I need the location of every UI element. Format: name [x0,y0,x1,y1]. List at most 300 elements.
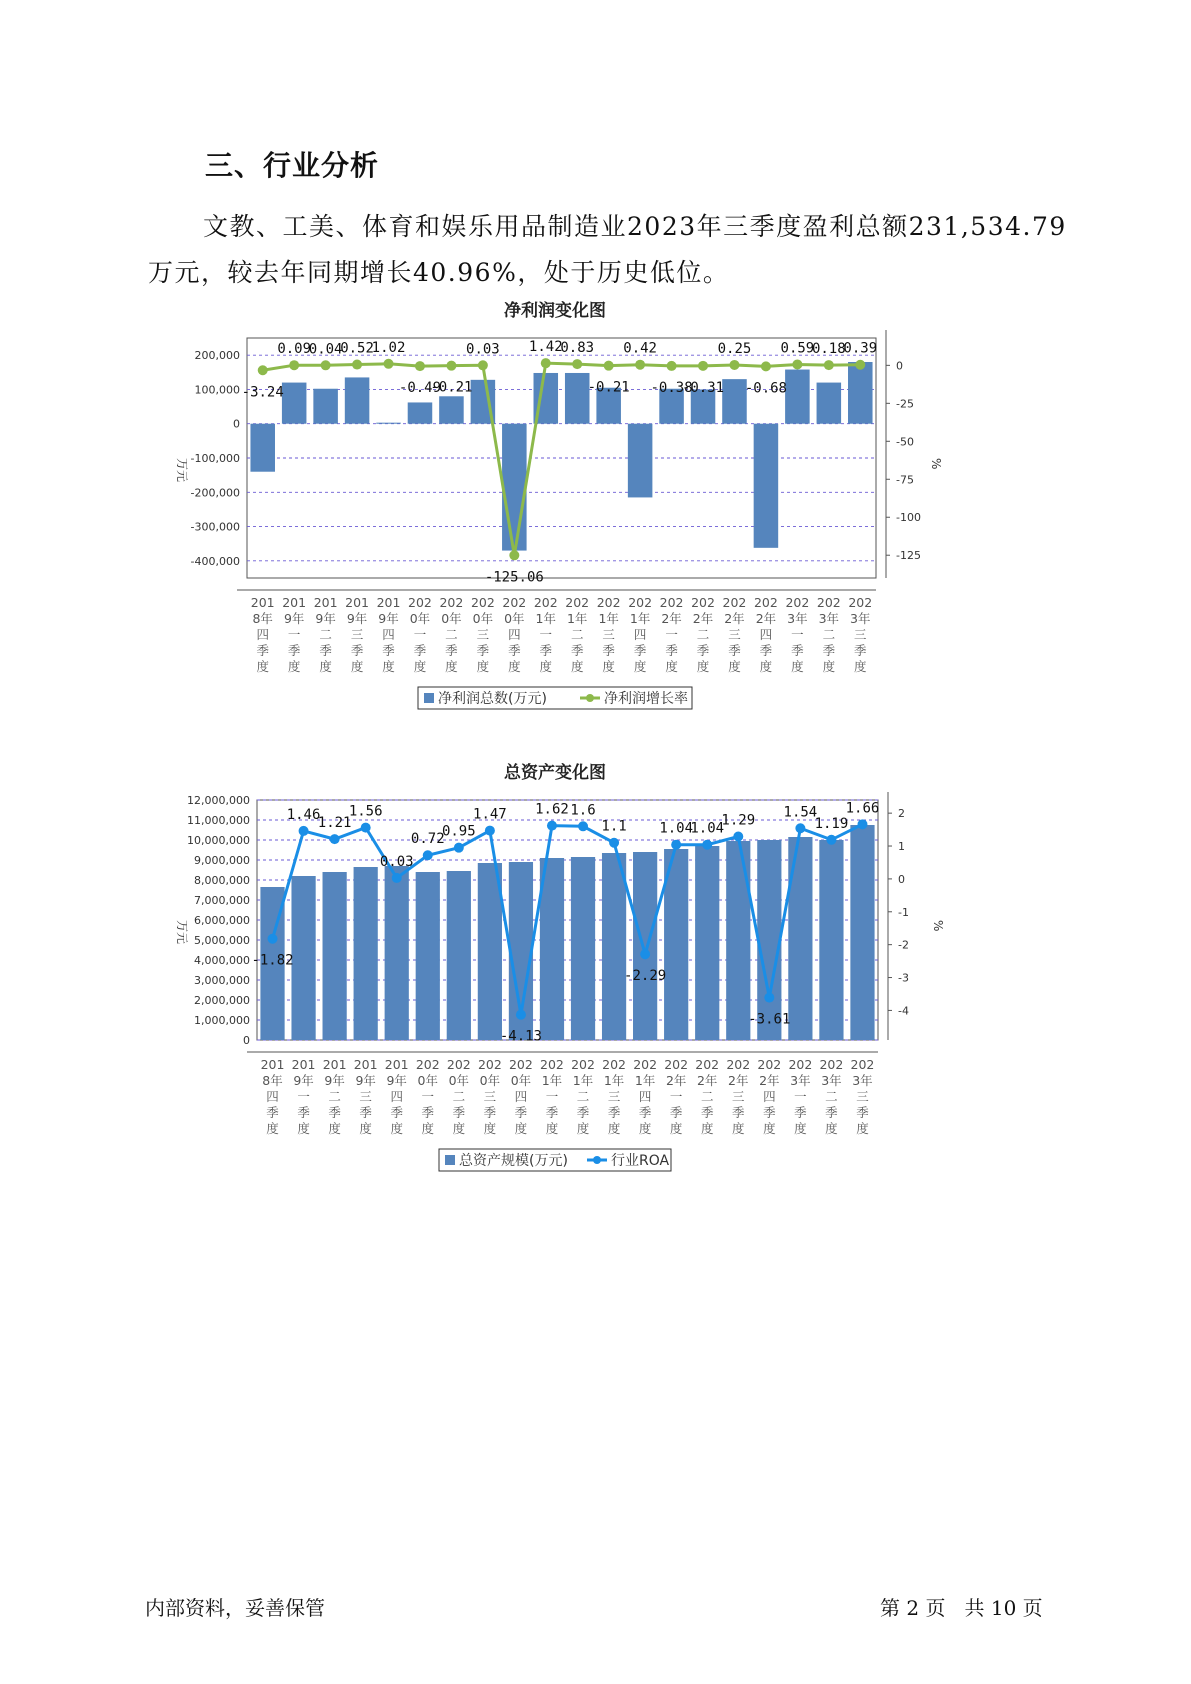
x-tick-label: 季 [732,1105,745,1120]
bar [447,871,471,1040]
x-tick-label: 一 [297,1089,310,1104]
x-tick-label: 季 [728,643,741,658]
data-label: 0.95 [441,823,476,840]
line-point [478,360,488,370]
x-tick-label: 度 [696,659,710,674]
x-tick-label: 9年 [324,1073,345,1088]
line-point [609,838,619,848]
x-tick-label: 9年 [315,611,336,626]
data-label: -0.21 [587,379,630,396]
x-tick-label: 201 [291,1057,316,1072]
line-point [392,873,402,883]
line-point [361,823,371,833]
x-tick-label: 202 [596,595,621,610]
x-tick-label: 3年 [818,611,840,626]
x-tick-label: 季 [763,1105,776,1120]
x-tick-label: 季 [413,643,427,658]
x-tick-label: 一 [545,1089,559,1104]
x-tick-label: 202 [757,1057,782,1072]
x-tick-label: 202 [691,595,715,610]
x-tick-label: 度 [382,659,395,674]
x-tick-label: 季 [359,1105,372,1120]
legend-line-marker [593,1156,601,1164]
x-tick-label: 度 [328,1121,341,1136]
x-tick-label: 202 [819,1057,844,1072]
data-label: 1.6 [570,802,596,819]
y-tick-label: -100,000 [190,452,240,465]
x-tick-label: 1年 [572,1073,594,1088]
line-point [384,359,394,369]
line-point [761,361,771,371]
x-tick-label: 201 [322,1057,347,1072]
x-tick-label: 二 [452,1089,466,1104]
data-label: 0.04 [308,341,343,358]
x-tick-label: 一 [665,627,678,642]
line-point [857,819,867,829]
data-label: 0.52 [340,340,374,357]
x-tick-label: 一 [669,1089,683,1104]
x-tick-label: 季 [297,1105,310,1120]
x-tick-label: 二 [825,1089,838,1104]
line-point [824,360,834,370]
x-tick-label: 三 [856,1089,869,1104]
bar [628,424,653,498]
line-point [572,359,582,369]
bar [757,840,781,1040]
x-tick-label: 季 [633,643,647,658]
x-tick-label: 一 [791,627,804,642]
data-label: -0.49 [398,380,442,397]
footer-page-number: 第 2 页 共 10 页 [880,1596,1043,1620]
x-tick-label: 201 [376,595,401,610]
x-tick-label: 201 [384,1057,409,1072]
bar [376,423,401,424]
x-tick-label: 202 [602,1057,627,1072]
x-tick-label: 3年 [790,1073,811,1088]
x-tick-label: 季 [514,1105,528,1120]
x-tick-label: 三 [476,627,490,642]
x-tick-label: 度 [638,1121,652,1136]
y-tick-label: 0 [233,417,240,431]
bar [785,370,810,424]
bar [817,383,842,424]
x-tick-label: 四 [256,627,269,642]
data-label: 0.39 [843,340,878,357]
x-tick-label: 三 [602,627,615,642]
data-label: 1.29 [721,812,756,829]
line-point [640,949,650,959]
x-tick-label: 度 [539,659,553,674]
x-tick-label: 2年 [665,1073,687,1088]
bar [250,424,275,472]
y2-tick-label: -4 [898,1004,909,1018]
x-tick-label: 季 [570,643,584,658]
bar [633,852,657,1040]
y2-axis-label: % [929,458,943,470]
line-point [299,826,309,836]
bar [848,362,873,424]
x-tick-label: 2年 [724,611,745,626]
line-point [667,361,677,371]
x-tick-label: 1年 [629,611,651,626]
x-tick-label: 四 [763,1089,776,1104]
line-point [268,934,278,944]
x-tick-label: 季 [483,1105,497,1120]
legend-bar-label: 净利润总数(万元) [438,691,547,707]
x-tick-label: 202 [415,1057,440,1072]
x-tick-label: 202 [477,1057,502,1072]
x-tick-label: 0年 [472,611,494,626]
x-tick-label: 度 [390,1121,403,1136]
y-tick-label: 100,000 [194,383,240,397]
data-label: 0.42 [623,340,657,357]
x-tick-label: 四 [390,1089,403,1104]
x-tick-label: 9年 [346,611,368,626]
data-label: -125.06 [484,569,544,586]
analysis-paragraph-text: 文教、工美、体育和娱乐用品制造业2023年三季度盈利总额231,534.79万元，较去年同期增长40.96%，处于历史低位。 [148,212,1067,287]
x-tick-label: 9年 [283,611,305,626]
bar [439,396,464,423]
net-profit-chart [170,290,1000,730]
line-point [516,1010,526,1020]
x-tick-label: 202 [753,595,778,610]
bar [282,383,307,424]
x-tick-label: 季 [700,1105,714,1120]
x-tick-label: 2年 [661,611,682,626]
y2-tick-label: 1 [898,840,905,854]
x-tick-label: 季 [256,643,269,658]
y2-tick-label: -125 [896,549,921,563]
x-tick-label: 9年 [386,1073,407,1088]
x-tick-label: 202 [408,595,432,610]
x-tick-label: 二 [328,1089,341,1104]
bar [602,853,626,1040]
x-tick-label: 季 [476,643,490,658]
x-tick-label: 度 [421,1121,435,1136]
data-label: -0.31 [681,379,725,396]
x-tick-label: 1年 [634,1073,656,1088]
data-label: -4.13 [499,1028,543,1045]
x-tick-label: 季 [287,643,301,658]
x-tick-label: 四 [633,627,647,642]
x-tick-label: 一 [413,627,427,642]
x-tick-label: 四 [266,1089,279,1104]
analysis-paragraph [148,204,1083,296]
line-point [792,359,802,369]
line-point [330,834,340,844]
data-label: 0.09 [277,341,312,358]
line-point [733,831,743,841]
x-tick-label: 9年 [355,1073,376,1088]
x-tick-label: 202 [571,1057,595,1072]
x-tick-label: 202 [565,595,590,610]
x-tick-label: 度 [854,659,867,674]
x-tick-label: 一 [539,627,553,642]
y-tick-label: 8,000,000 [194,874,250,887]
x-tick-label: 3年 [821,1073,842,1088]
bar [291,876,315,1040]
y-tick-label: 3,000,000 [194,974,250,987]
y-tick-label: 0 [243,1034,250,1047]
x-tick-label: 201 [345,595,370,610]
x-tick-label: 二 [822,627,836,642]
x-tick-label: 度 [700,1121,714,1136]
x-tick-label: 202 [540,1057,564,1072]
bar [565,373,590,424]
x-tick-label: 1年 [541,1073,563,1088]
bar [754,424,779,548]
x-tick-label: 202 [695,1057,720,1072]
x-tick-label: 度 [545,1121,559,1136]
line-point [446,361,456,371]
line-point [578,821,588,831]
line-point [698,361,708,371]
line-point [547,821,557,831]
line-point [454,843,464,853]
x-tick-label: 度 [287,659,301,674]
x-tick-label: 季 [545,1105,559,1120]
x-tick-label: 度 [256,659,269,674]
x-tick-label: 度 [607,1121,621,1136]
x-tick-label: 0年 [417,1073,439,1088]
x-tick-label: 季 [602,643,615,658]
x-tick-label: 度 [483,1121,497,1136]
data-label: 1.04 [690,820,725,837]
line-point [795,823,805,833]
x-tick-label: 202 [533,595,558,610]
x-tick-label: 季 [759,643,773,658]
x-tick-label: 201 [250,595,275,610]
x-tick-label: 三 [607,1089,621,1104]
x-tick-label: 季 [328,1105,341,1120]
x-tick-label: 三 [728,627,741,642]
legend-bar-swatch [424,693,434,703]
y-tick-label: 11,000,000 [187,814,250,827]
x-tick-label: 度 [570,659,584,674]
x-tick-label: 季 [382,643,395,658]
x-tick-label: 202 [848,595,873,610]
y2-axis-label: % [931,920,945,932]
y2-tick-label: -100 [896,511,921,525]
x-tick-label: 202 [470,595,495,610]
x-tick-label: 度 [319,659,332,674]
line-point [289,360,299,370]
data-label: -3.61 [748,1011,791,1028]
data-label: -0.21 [430,379,473,396]
data-label: -2.29 [624,968,667,985]
data-label: 1.54 [783,804,818,821]
x-tick-label: 季 [696,643,710,658]
data-label: 0.72 [410,831,445,848]
x-tick-label: 1年 [598,611,619,626]
bar [313,389,338,424]
x-tick-label: 四 [508,627,521,642]
x-tick-label: 202 [785,595,810,610]
x-tick-label: 二 [696,627,710,642]
x-tick-label: 季 [319,643,332,658]
x-tick-label: 3年 [852,1073,873,1088]
data-label: -0.38 [650,379,693,396]
line-point [729,360,739,370]
line-point [855,360,865,370]
legend-bar-label: 总资产规模(万元) [459,1153,568,1169]
x-tick-label: 四 [638,1089,652,1104]
x-tick-label: 一 [421,1089,435,1104]
x-tick-label: 四 [382,627,395,642]
y-tick-label: 2,000,000 [194,994,250,1007]
x-tick-label: 度 [359,1121,372,1136]
x-tick-label: 2年 [692,611,714,626]
data-label: 1.21 [317,815,352,832]
data-label: 0.59 [780,340,815,357]
x-tick-label: 8年 [262,1073,283,1088]
legend-line-marker [586,694,594,702]
x-tick-label: 三 [732,1089,745,1104]
bar [416,872,440,1040]
y2-tick-label: 0 [896,359,903,373]
x-tick-label: 202 [633,1057,658,1072]
y-tick-label: -300,000 [190,520,240,534]
x-tick-label: 度 [514,1121,528,1136]
y-tick-label: 5,000,000 [194,934,250,947]
y-tick-label: 7,000,000 [194,894,250,907]
line-point [321,360,331,370]
x-tick-label: 季 [266,1105,279,1120]
x-tick-label: 度 [266,1121,279,1136]
x-tick-label: 度 [794,1121,807,1136]
x-tick-label: 9年 [293,1073,314,1088]
bar [408,402,433,423]
x-tick-label: 201 [260,1057,285,1072]
data-label: -0.68 [744,380,788,397]
x-tick-label: 二 [570,627,584,642]
y-tick-label: 4,000,000 [194,954,250,967]
x-tick-label: 一 [287,627,301,642]
x-tick-label: 2年 [696,1073,718,1088]
y-axis-label: 万元 [175,458,189,483]
x-tick-label: 8年 [252,611,273,626]
y2-tick-label: 2 [898,807,905,821]
x-tick-label: 度 [576,1121,590,1136]
x-tick-label: 季 [576,1105,590,1120]
y2-tick-label: -1 [898,905,909,919]
x-tick-label: 二 [319,627,332,642]
x-tick-label: 度 [413,659,427,674]
x-tick-label: 季 [854,643,867,658]
x-tick-label: 二 [445,627,458,642]
x-tick-label: 201 [313,595,338,610]
x-tick-label: 季 [665,643,678,658]
chart-title: 净利润变化图 [504,301,606,321]
x-tick-label: 度 [856,1121,869,1136]
x-tick-label: 1年 [535,611,557,626]
x-tick-label: 度 [763,1121,776,1136]
x-tick-label: 季 [350,643,364,658]
x-tick-label: 度 [508,659,521,674]
net-profit-chart-svg [170,290,1000,730]
x-tick-label: 0年 [441,611,462,626]
data-label: 1.02 [371,339,406,356]
legend-line-label: 行业ROA [611,1153,670,1169]
bar [323,872,347,1040]
x-tick-label: 度 [669,1121,683,1136]
x-tick-label: 二 [700,1089,714,1104]
x-tick-label: 季 [452,1105,466,1120]
x-tick-label: 季 [791,643,804,658]
x-tick-label: 三 [350,627,364,642]
x-tick-label: 季 [390,1105,403,1120]
y-tick-label: 200,000 [194,349,240,363]
x-tick-label: 季 [825,1105,838,1120]
x-tick-label: 0年 [510,1073,532,1088]
x-tick-label: 202 [664,1057,689,1072]
data-label: -3.24 [241,384,284,401]
line-point [764,993,774,1003]
data-label: 0.18 [811,341,846,358]
x-tick-label: 三 [483,1089,497,1104]
data-label: 1.19 [814,815,849,832]
bar [354,867,378,1040]
data-label: 1.1 [601,818,627,835]
x-tick-label: 二 [576,1089,590,1104]
data-label: 1.56 [348,803,383,820]
data-label: 1.62 [535,801,569,818]
x-tick-label: 度 [476,659,490,674]
x-tick-label: 0年 [409,611,431,626]
x-tick-label: 度 [732,1121,745,1136]
x-tick-label: 2年 [755,611,777,626]
data-label: -1.82 [251,952,294,969]
x-tick-label: 季 [508,643,521,658]
x-tick-label: 2年 [759,1073,780,1088]
data-label: 1.42 [528,339,563,356]
x-tick-label: 度 [759,659,773,674]
line-point [671,840,681,850]
y2-tick-label: -3 [898,971,909,985]
x-tick-label: 度 [633,659,647,674]
y2-tick-label: -25 [896,397,914,411]
bar [819,840,843,1040]
x-tick-label: 季 [607,1105,621,1120]
data-label: 1.46 [286,806,321,823]
y-tick-label: 1,000,000 [194,1014,250,1027]
x-tick-label: 202 [508,1057,533,1072]
x-tick-label: 度 [665,659,678,674]
line-point [604,361,614,371]
line-point [352,360,362,370]
y-tick-label: 10,000,000 [187,834,250,847]
x-tick-label: 季 [794,1105,807,1120]
line-point [258,365,268,375]
x-tick-label: 季 [856,1105,869,1120]
x-tick-label: 201 [282,595,307,610]
x-tick-label: 度 [822,659,836,674]
total-assets-chart [170,752,1000,1192]
x-tick-label: 1年 [566,611,588,626]
x-tick-label: 季 [822,643,836,658]
x-tick-label: 度 [602,659,615,674]
data-label: 0.03 [466,341,500,358]
chart-title: 总资产变化图 [504,763,606,783]
x-tick-label: 三 [359,1089,372,1104]
legend-bar-swatch [445,1155,455,1165]
line-point [415,361,425,371]
data-label: 0.83 [560,340,595,357]
x-tick-label: 度 [728,659,741,674]
bar [385,866,409,1040]
x-tick-label: 度 [445,659,458,674]
bar [345,377,370,423]
